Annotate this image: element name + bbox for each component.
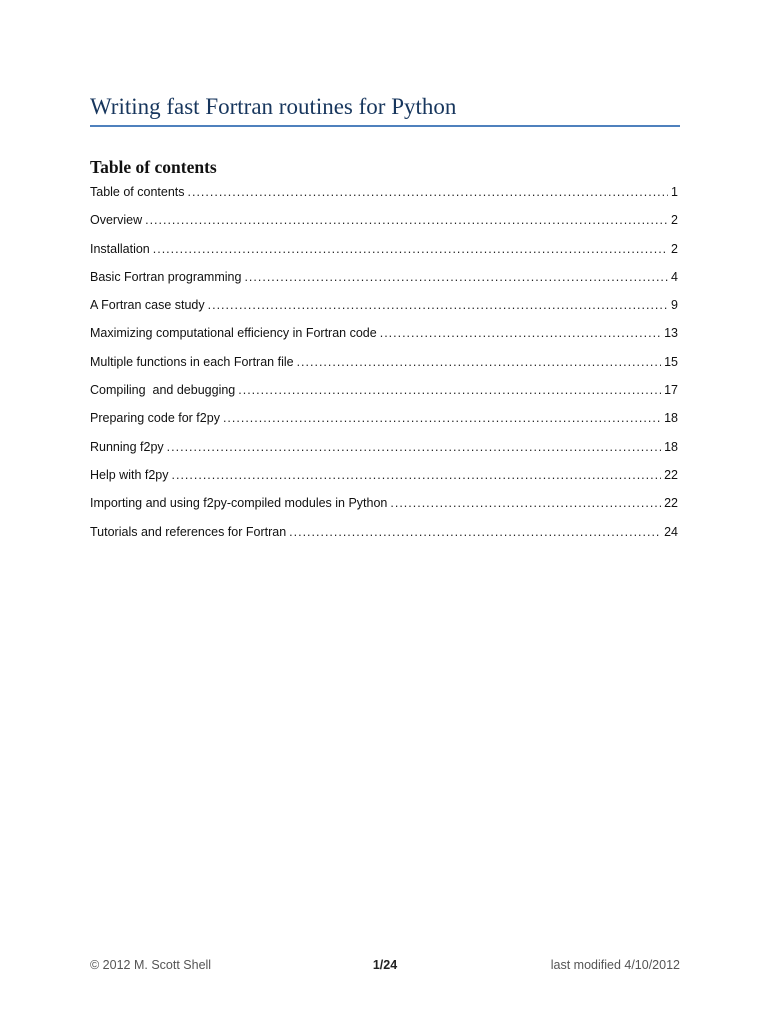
toc-entry[interactable] (90, 437, 678, 465)
toc-entry-page: 1 (671, 185, 678, 199)
toc-entry[interactable] (90, 408, 678, 436)
toc-entry[interactable] (90, 352, 678, 380)
page-footer (90, 958, 680, 978)
toc-entry[interactable] (90, 267, 678, 295)
toc-entry[interactable] (90, 522, 678, 550)
toc-entry-title: Compiling and debugging (90, 383, 236, 398)
dot-leader (172, 465, 662, 485)
dot-leader (145, 210, 668, 230)
dot-leader (153, 239, 668, 259)
dot-leader (238, 380, 661, 400)
title-underline (90, 125, 680, 127)
toc-entry-title: Installation (90, 241, 150, 256)
dot-leader (297, 352, 662, 372)
page-number: 1/24 (372, 958, 398, 972)
toc-entry-page: 15 (664, 354, 678, 369)
dot-leader (167, 437, 661, 457)
toc-entry[interactable] (90, 239, 678, 267)
document-title: Writing fast Fortran routines for Python (90, 94, 457, 119)
toc-entry-page: 17 (664, 383, 678, 398)
dot-leader (223, 408, 661, 428)
toc-entry-page: 13 (664, 326, 678, 341)
toc-entry[interactable] (90, 380, 678, 408)
dot-leader (390, 493, 661, 513)
toc-entry-title: Overview (90, 213, 143, 228)
dot-leader (188, 182, 669, 202)
toc-entry-title: A Fortran case study (90, 298, 205, 313)
table-of-contents (90, 182, 678, 550)
toc-entry-title: Multiple functions in each Fortran file (90, 354, 294, 369)
toc-entry-title: Maximizing computational efficiency in Fortran code (90, 326, 377, 341)
toc-entry-page: 9 (671, 298, 678, 313)
toc-entry[interactable] (90, 323, 678, 351)
toc-entry-page: 2 (671, 213, 678, 228)
toc-heading: Table of contents (90, 157, 217, 177)
last-modified-date: last modified 4/10/2012 (550, 958, 680, 972)
dot-leader (208, 295, 668, 315)
toc-entry-page: 22 (664, 496, 678, 511)
dot-leader (244, 267, 668, 287)
toc-entry-title: Tutorials and references for Fortran (90, 524, 287, 539)
toc-entry-page: 2 (671, 241, 678, 256)
toc-entry-title: Running f2py (90, 439, 164, 454)
toc-entry[interactable] (90, 295, 678, 323)
toc-entry-title: Importing and using f2py-compiled modules in Python (90, 496, 388, 511)
toc-entry[interactable] (90, 210, 678, 238)
toc-entry-title: Help with f2py (90, 467, 169, 482)
toc-entry-page: 4 (671, 269, 678, 284)
toc-entry-page: 22 (664, 467, 678, 482)
toc-entry-title: Basic Fortran programming (90, 269, 242, 284)
toc-entry-page: 18 (664, 411, 678, 426)
toc-entry-page: 18 (664, 439, 678, 454)
toc-entry-page: 24 (664, 524, 678, 539)
dot-leader (380, 323, 661, 343)
toc-entry[interactable] (90, 182, 678, 210)
toc-entry[interactable] (90, 465, 678, 493)
toc-entry[interactable] (90, 493, 678, 521)
dot-leader (289, 522, 661, 542)
copyright-notice: © 2012 M. Scott Shell (90, 958, 212, 972)
toc-entry-title: Preparing code for f2py (90, 411, 220, 426)
toc-entry-title: Table of contents (90, 185, 185, 199)
